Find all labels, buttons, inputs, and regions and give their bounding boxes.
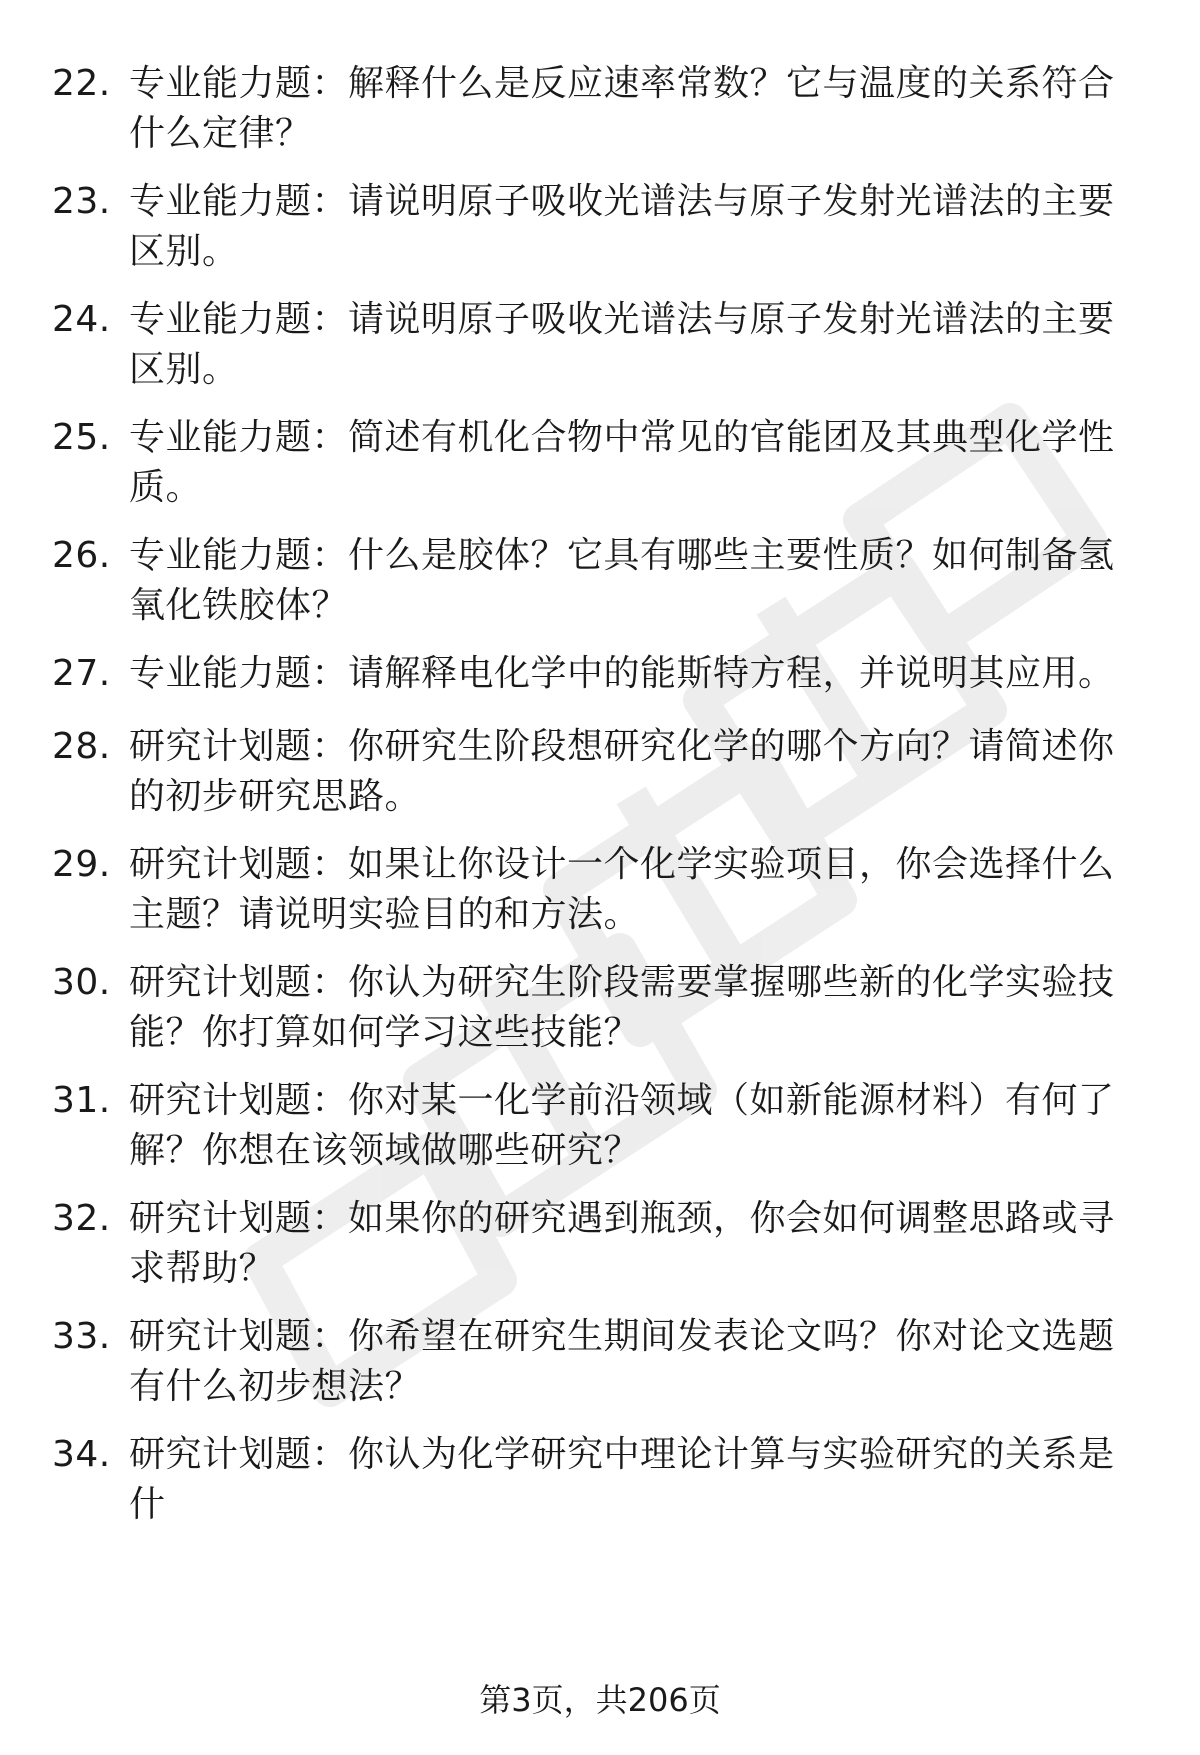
question-text: 研究计划题：你认为研究生阶段需要掌握哪些新的化学实验技能？你打算如何学习这些技能？ (129, 962, 1115, 1053)
question-text: 专业能力题：请说明原子吸收光谱法与原子发射光谱法的主要区别。 (129, 181, 1115, 272)
question-text: 专业能力题：请说明原子吸收光谱法与原子发射光谱法的主要区别。 (129, 299, 1115, 390)
question-number: 23. (52, 181, 111, 222)
question-text: 研究计划题：你对某一化学前沿领域（如新能源材料）有何了解？你想在该领域做哪些研究？ (129, 1080, 1115, 1171)
question-number: 33. (52, 1316, 111, 1357)
page-number-footer: 第3页，共206页 (479, 1681, 721, 1719)
question-number: 27. (52, 653, 111, 694)
question-number: 29. (52, 844, 111, 885)
question-text: 研究计划题：你希望在研究生期间发表论文吗？你对论文选题有什么初步想法？ (129, 1316, 1115, 1407)
question-number: 34. (52, 1434, 111, 1475)
question-number: 30. (52, 962, 111, 1003)
question-text: 研究计划题：如果你的研究遇到瓶颈，你会如何调整思路或寻求帮助？ (129, 1198, 1115, 1289)
question-number: 28. (52, 726, 111, 767)
question-text: 专业能力题：简述有机化合物中常见的官能团及其典型化学性质。 (129, 417, 1115, 508)
question-text: 专业能力题：解释什么是反应速率常数？它与温度的关系符合什么定律？ (129, 63, 1115, 154)
question-text: 研究计划题：你认为化学研究中理论计算与实验研究的关系是什 (129, 1434, 1115, 1525)
question-number: 31. (52, 1080, 111, 1121)
question-text: 研究计划题：你研究生阶段想研究化学的哪个方向？请简述你的初步研究思路。 (129, 726, 1115, 817)
question-text: 研究计划题：如果让你设计一个化学实验项目，你会选择什么主题？请说明实验目的和方法。 (129, 844, 1115, 935)
question-number: 22. (52, 63, 111, 104)
question-number: 32. (52, 1198, 111, 1239)
question-number: 25. (52, 417, 111, 458)
question-text: 专业能力题：什么是胶体？它具有哪些主要性质？如何制备氢氧化铁胶体？ (129, 535, 1115, 626)
question-number: 26. (52, 535, 111, 576)
question-text: 专业能力题：请解释电化学中的能斯特方程，并说明其应用。 (129, 653, 1115, 694)
question-number: 24. (52, 299, 111, 340)
